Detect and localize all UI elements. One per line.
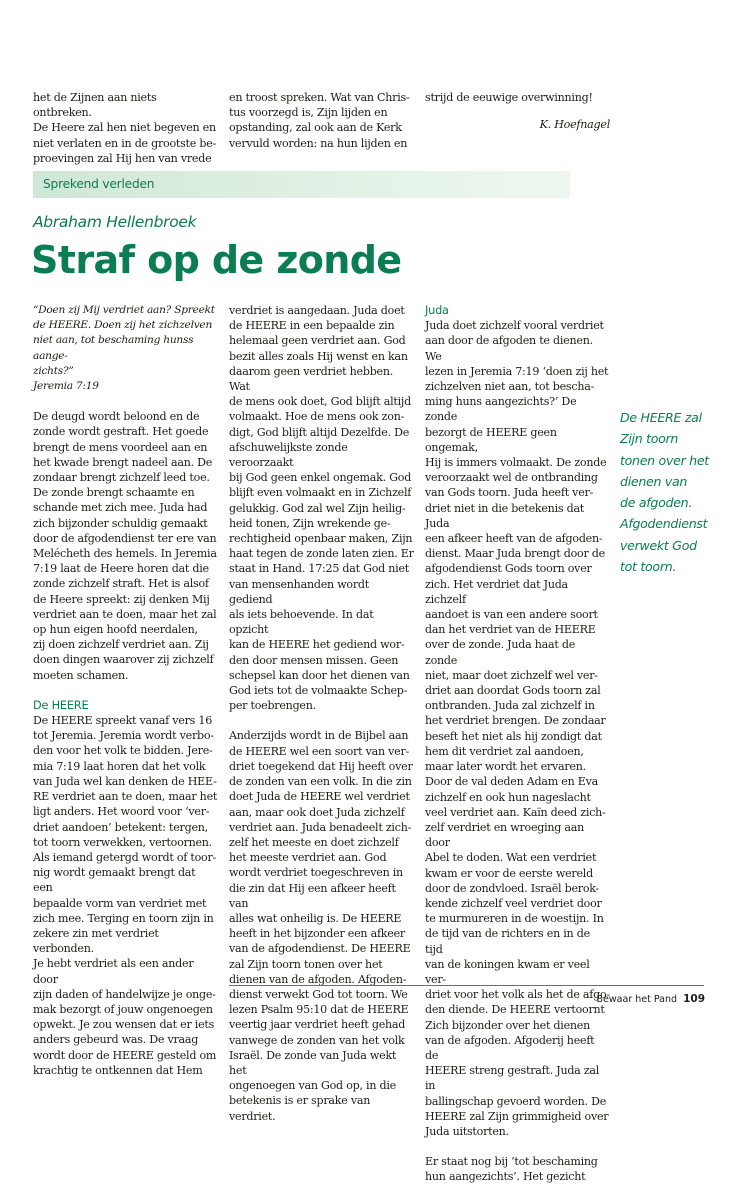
page-footer <box>597 993 705 1005</box>
article-author: Abraham Hellenbroek <box>33 213 197 231</box>
section-heading: De HEERE <box>33 698 89 712</box>
page-number: 109 <box>683 993 705 1005</box>
bible-quote: “Doen zij Mij verdriet aan? Spreekt de HEERE. Doen zij het zichzelven niet aan, tot beschaming hunss aange- zichts?” Jeremia 7:19 <box>33 304 215 393</box>
continued-paragraph: strijd de eeuwige overwinning! <box>425 91 593 104</box>
paragraph: De HEERE spreekt vanaf vers 16 tot Jeremia. Jeremia wordt verbo- den voor het volk te bidden. Jere- mia 7:19 laat horen dat het volk van Juda wel kan denken de HEE- RE verdriet aan te doen, maar het ligt anders. Het woord voor ‘ver- driet aandoen’ betekent: tergen, tot toorn verwekken, vertoornen. Als iemand getergd wordt of toor- nig wordt gemaakt brengt dat een bepaalde vorm van verdriet met zich mee. Terging en toorn zijn in zekere zin met verdriet verbonden. Je hebt verdriet als een ander door zijn daden of handelwijze je onge- mak bezorgt of jouw ongenoegen opwekt. Je zou wensen dat er iets anders gebeurd was. De vraag wordt door de HEERE gesteld om krachtig te ontkennen dat Hem <box>33 714 218 1077</box>
continued-paragraph: en troost spreken. Wat van Chris- tus voorzegd is, Zijn lijden en opstanding, zal ook aan de Kerk vervuld worden: na hun lijden en <box>229 91 410 150</box>
continued-text-column-3 <box>425 90 610 132</box>
article-column-1 <box>33 303 218 1078</box>
paragraph: Er staat nog bij ‘tot beschaming hun aangezichts’. Het gezicht <box>425 1155 598 1184</box>
paragraph: verdriet is aangedaan. Juda doet de HEERE in een bepaalde zin helemaal geen verdriet aan. God bezit alles zoals Hij wenst en kan daarom geen verdriet hebben. Wat de mens ook doet, God blijft altijd volmaakt. Hoe de mens ook zon- digt, God blijft altijd Dezelfde. De afschuwelijkste zonde veroorzaakt bij God geen enkel ongemak. God blijft even volmaakt en in Zichzelf gelukkig. God zal wel Zijn heilig- heid tonen, Zijn wrekende ge- rechtigheid openbaar maken, Zijn haat tegen de zonde laten zien. Er staat in Hand. 17:25 dat God niet van mensenhanden wordt gediend als iets behoevende. In dat opzicht kan de HEERE het gediend wor- den door mensen missen. Geen schepsel kan door het dienen van God iets tot de volmaakte Schep- per toebrengen. <box>229 304 414 713</box>
continued-text-column-1 <box>33 90 218 166</box>
publication-name: Bewaar het Pand <box>596 994 678 1005</box>
section-label: Sprekend verleden <box>43 177 155 191</box>
continued-paragraph: het de Zijnen aan niets ontbreken. De Heere zal hen niet begeven en niet verlaten en in de grootste be- proevingen zal Hij hen van vrede <box>33 91 217 165</box>
footer-rule <box>229 985 704 986</box>
paragraph: De deugd wordt beloond en de zonde wordt gestraft. Het goede brengt de mens voordeel aan en het kwade brengt nadeel aan. De zondaar brengt zichzelf leed toe. De zonde brengt schaamte en schande met zich mee. Juda had zich bijzonder schuldig gemaakt door de afgodendienst ter ere van Melécheth des hemels. In Jeremia 7:19 laat de Heere horen dat die zonde zichzelf straft. Het is alsof de Heere spreekt: zij denken Mij verdriet aan te doen, maar het zal op hun eigen hoofd neerdalen, zij doen zichzelf verdriet aan. Zij doen dingen waarover zij zichzelf moeten schamen. <box>33 410 217 682</box>
pull-quote: De HEERE zal Zijn toorn tonen over het dienen van de afgoden. Afgodendienst verwekt God tot toorn. <box>620 410 709 575</box>
article-title: Straf op de zonde <box>31 238 402 282</box>
article-column-3 <box>425 303 610 1185</box>
paragraph: Anderzijds wordt in de Bijbel aan de HEERE wel een soort van ver- driet toegekend dat Hij heeft over de zonden van een volk. In die zin doet Juda de HEERE wel verdriet aan, maar ook doet Juda zichzelf verdriet aan. Juda benadeelt zich- zelf het meeste en doet zichzelf het meeste verdriet aan. God wordt verdriet toegeschreven in die zin dat Hij een afkeer heeft van alles wat onheilig is. De HEERE heeft in het bijzonder een afkeer van de afgodendienst. De HEERE zal Zijn toorn tonen over het dienen van de afgoden. Afgoden- dienst verwekt God tot toorn. We lezen Psalm 95:10 dat de HEERE veertig jaar verdriet heeft gehad vanwege de zonden van het volk Israël. De zonde van Juda wekt het ongenoegen van God op, in die betekenis is er sprake van verdriet. <box>229 729 413 1123</box>
continued-text-column-2 <box>229 90 414 151</box>
section-heading: Juda <box>425 304 449 317</box>
section-banner <box>33 171 570 198</box>
article-column-2 <box>229 303 414 1124</box>
author-signature: K. Hoefnagel <box>539 118 610 132</box>
paragraph: Juda doet zichzelf vooral verdriet aan door de afgoden te dienen. We lezen in Jeremia 7:19 ‘doen zij het zichzelven niet aan, tot bescha- ming huns aangezichts?’ De zonde bezorgt de HEERE geen ongemak, Hij is immers volmaakt. De zonde veroorzaakt wel de ontbranding van Gods toorn. Juda heeft ver- driet niet in die betekenis dat Juda een afkeer heeft van de afgoden- dienst. Maar Juda brengt door de afgodendienst Gods toorn over zich. Het verdriet dat Juda zichzelf aandoet is van een andere soort dan het verdriet van de HEERE over de zonde. Juda haat de zonde niet, maar doet zichzelf wel ver- driet aan doordat Gods toorn zal ontbranden. Juda zal zichzelf in het verdriet brengen. De zondaar beseft het niet als hij zondigt dat hem dit verdriet zal aandoen, maar later wordt het ervaren. Door de val deden Adam en Eva zichzelf en ook hun nageslacht veel verdriet aan. Kaïn deed zich- zelf verdriet en wroeging aan door Abel te doden. Wat een verdriet kwam er voor de eerste wereld door de zondvloed. Israël berok- kende zichzelf veel verdriet door te murmureren in de woestijn. In de tijd van de richters en in de tijd van de koningen kwam er veel ver- driet voor het volk als het de afgo- den diende. De HEERE vertoornt Zich bijzonder over het dienen van de afgoden. Afgoderij heeft de HEERE streng gestraft. Juda zal in ballingschap gevoerd worden. De HEERE zal Zijn grimmigheid over Juda uitstorten. <box>425 319 610 1138</box>
